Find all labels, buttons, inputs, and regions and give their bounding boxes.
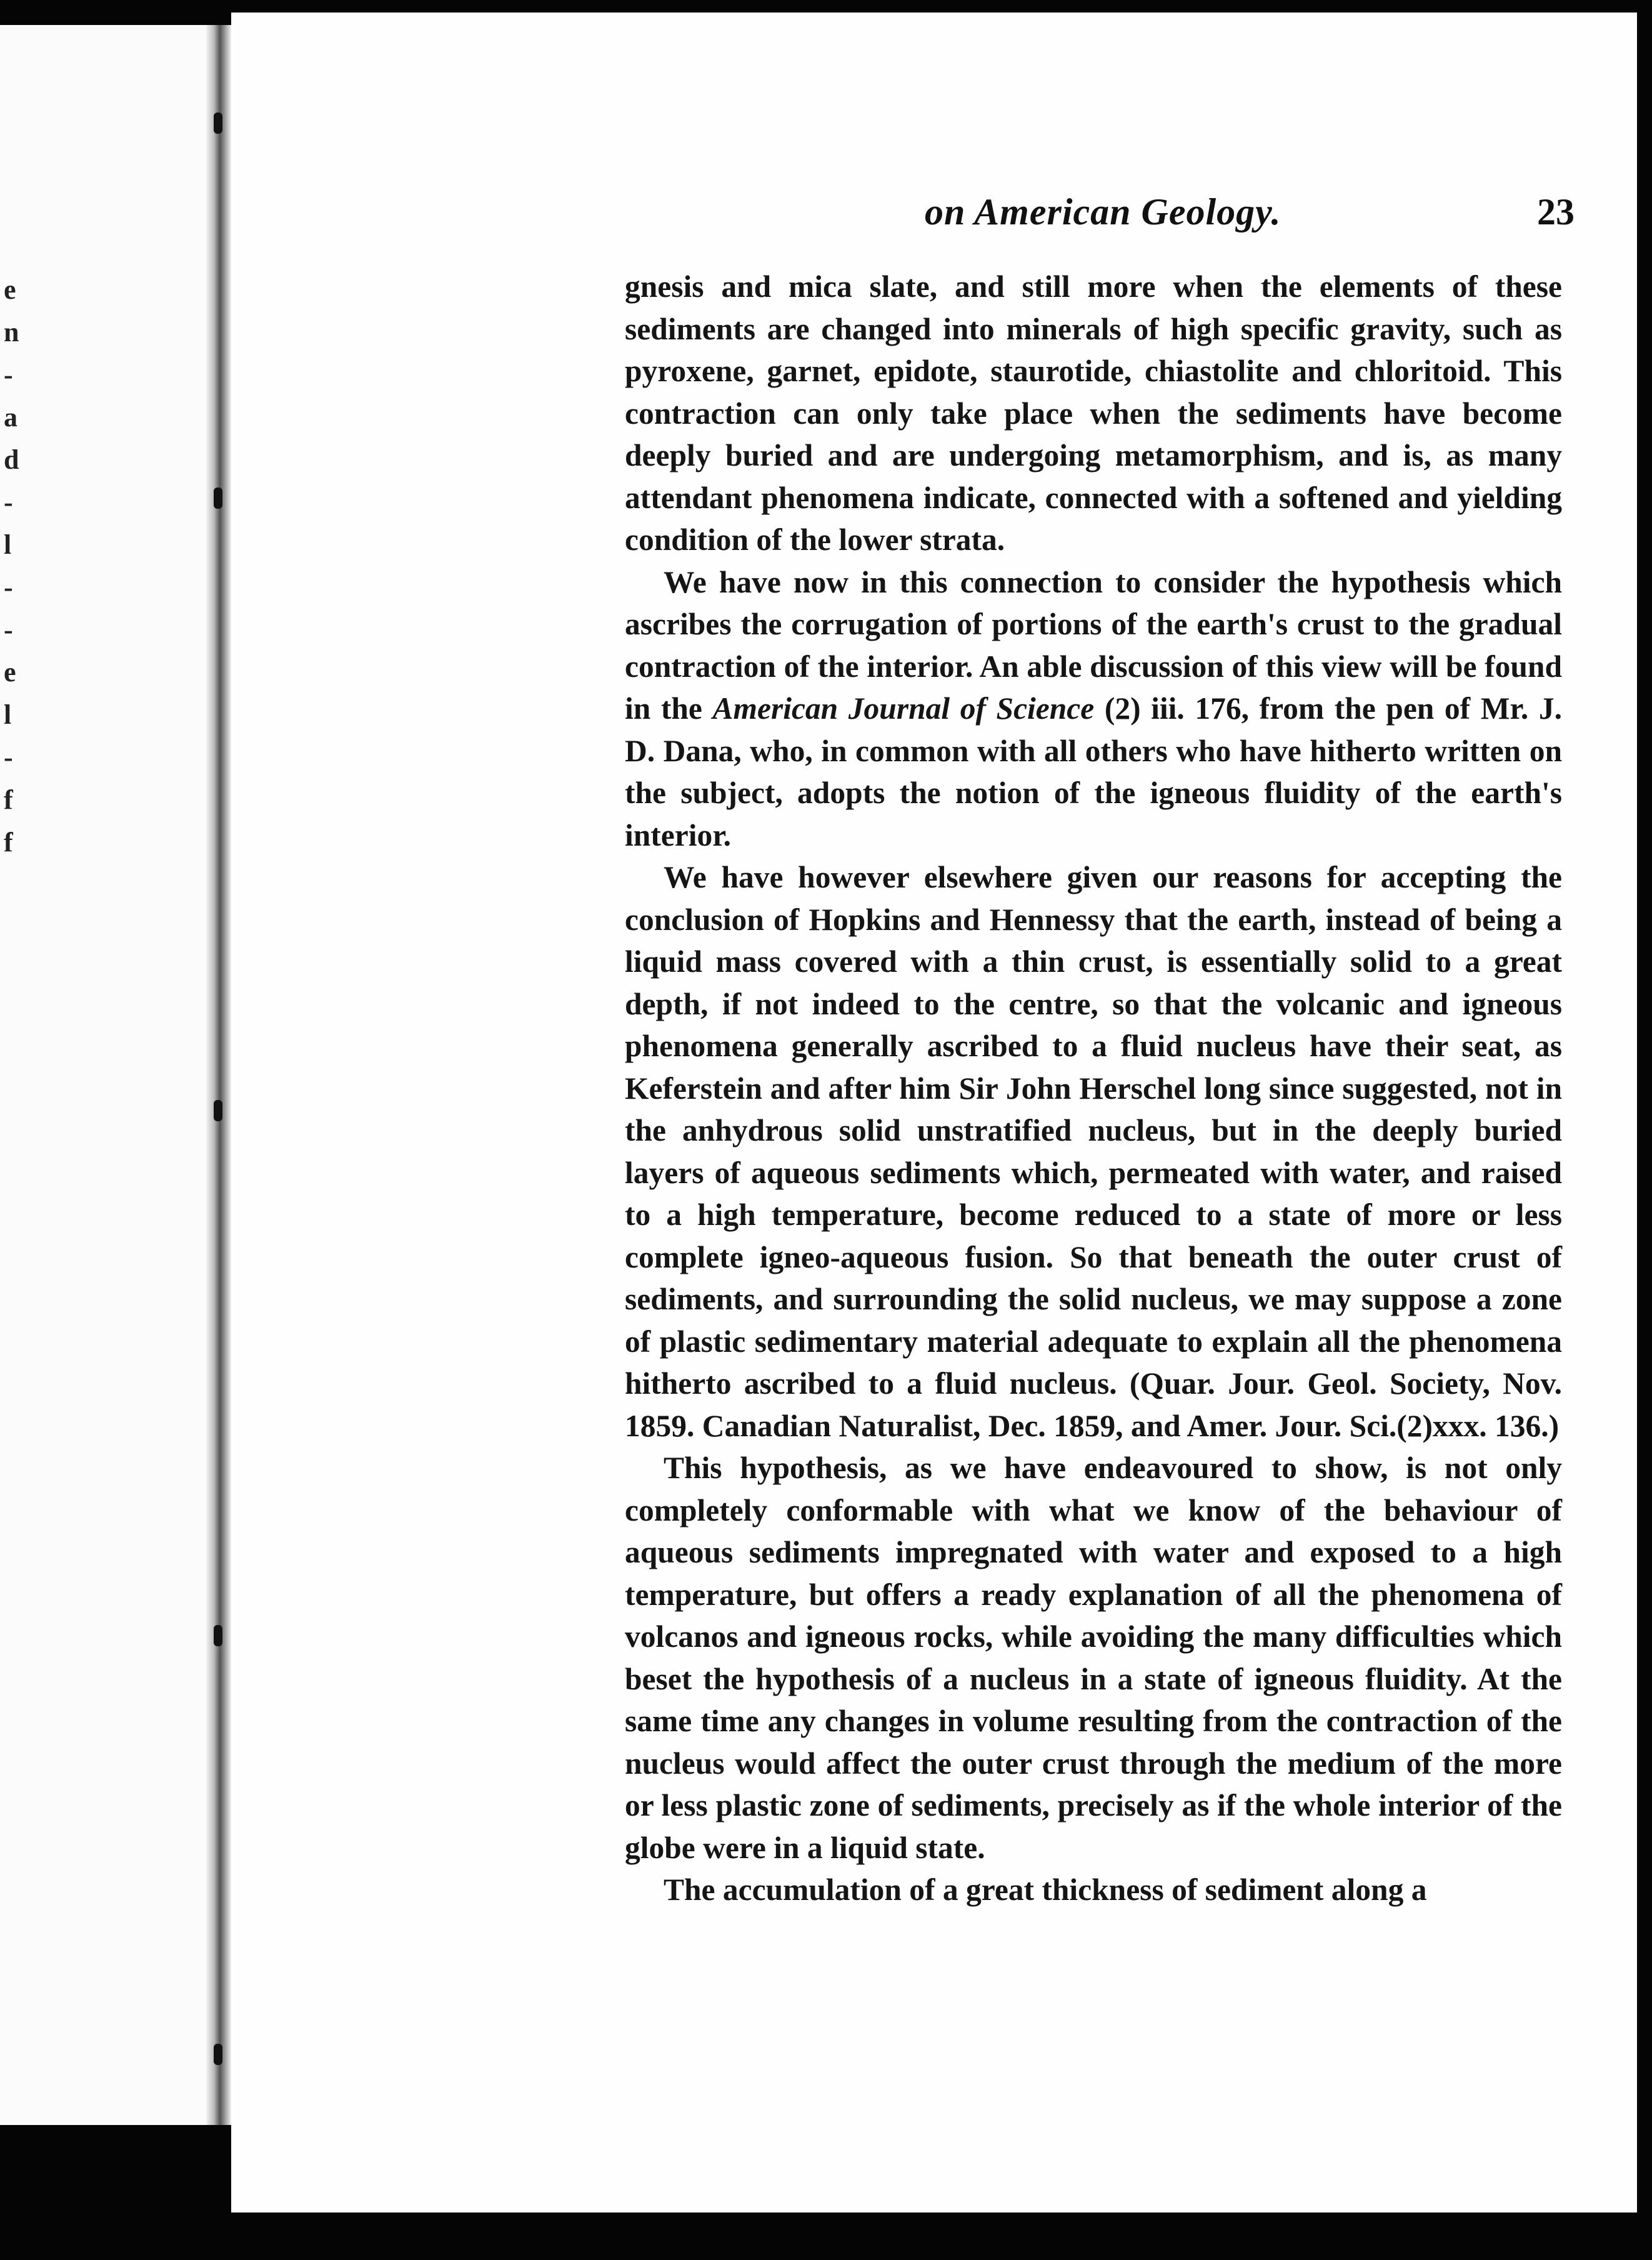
spine-mark [214,1100,222,1121]
margin-char: - [4,572,13,602]
spine-mark [214,2044,222,2065]
margin-char: l [4,529,12,560]
margin-char: d [4,444,19,475]
paragraph: We have however elsewhere given our reasons for accepting the conclusion of Hopkins and Hennessy that the earth, instead of being a liquid mass covered with a thin crust, is essentially solid to a great depth, if not indeed to the centre, so that the volcanic and igneous phenomena generally ascribed to a fluid nucleus have their seat, as Keferstein and after him Sir John Herschel long since suggested, not in the anhydrous solid unstratified nucleus, but in the deeply buried layers of aqueous sediments which, permeated with water, and raised to a high temperature, become reduced to a state of more or less complete igneo-aqueous fusion. So that beneath the outer crust of sediments, and surrounding the solid nucleus, we may suppose a zone of plastic sedimentary material adequate to explain all the phenomena hitherto ascribed to a fluid nucleus. (Quar. Jour. Geol. Society, Nov. 1859. Canadian Naturalist, Dec. 1859, and Amer. Jour. Sci.(2)xxx. 136.) [625,860,1562,1443]
paragraph: gnesis and mica slate, and still more when the elements of these sediments are changed into minerals of high specific gravity, such as pyroxene, garnet, epidote, staurotide, chiastolite and chloritoid. This contraction can only take place when the sediments have become deeply buried and are undergoing metamorphism, and is, as many attendant phenomena indicate, connected with a softened and yielding condition of the lower strata. [625,269,1562,557]
book-spine [206,25,231,2125]
margin-char: f [4,827,13,858]
margin-char: l [4,699,12,730]
book-page [231,12,1637,2212]
margin-char: e [4,274,16,305]
margin-char: - [4,614,13,645]
body-text [625,266,1562,1911]
paragraph-text: We have now in this connection to consider the hypothesis which ascribes the corrugation of portions of the earth's crust to the gradual contraction of the interior. An able discussion of this view will be found in the [625,564,1562,726]
page-header [925,191,1575,247]
page-number: 23 [1537,191,1575,232]
spine-mark [214,488,222,509]
journal-title: American Journal of Science [712,691,1095,726]
paragraph [625,561,1562,857]
running-title: on American Geology. [925,191,1281,232]
previous-page-edge [0,25,216,2125]
paragraph-text: (2) iii. 176, from the pen of Mr. J. D. Dana, who, in common with all others who have hitherto written on the subject, adopts the notion of the igneous fluidity of the earth's interior. [625,691,1562,852]
margin-char: - [4,742,13,772]
margin-char: n [4,317,19,348]
paragraph: The accumulation of a great thickness of sediment along a [664,1872,1427,1907]
spine-mark [214,112,222,134]
margin-char: - [4,487,13,518]
margin-char: f [4,784,13,815]
margin-char: - [4,359,13,390]
paragraph: This hypothesis, as we have endeavoured to show, is not only completely conformable with what we know of the behaviour of aqueous sediments impregnated with water and exposed to a high temperature, but offers a ready explanation of all the phenomena of volcanos and igneous rocks, while avoiding the many difficulties which beset the hypothesis of a nucleus in a state of igneous fluidity. At the same time any changes in volume resulting from the contraction of the nucleus would affect the outer crust through the medium of the more or less plastic zone of sediments, precisely as if the whole interior of the globe were in a liquid state. [625,1451,1562,1865]
spine-mark [214,1625,222,1646]
previous-page-line-endings [4,269,22,864]
margin-char: e [4,657,16,688]
margin-char: a [4,402,17,432]
